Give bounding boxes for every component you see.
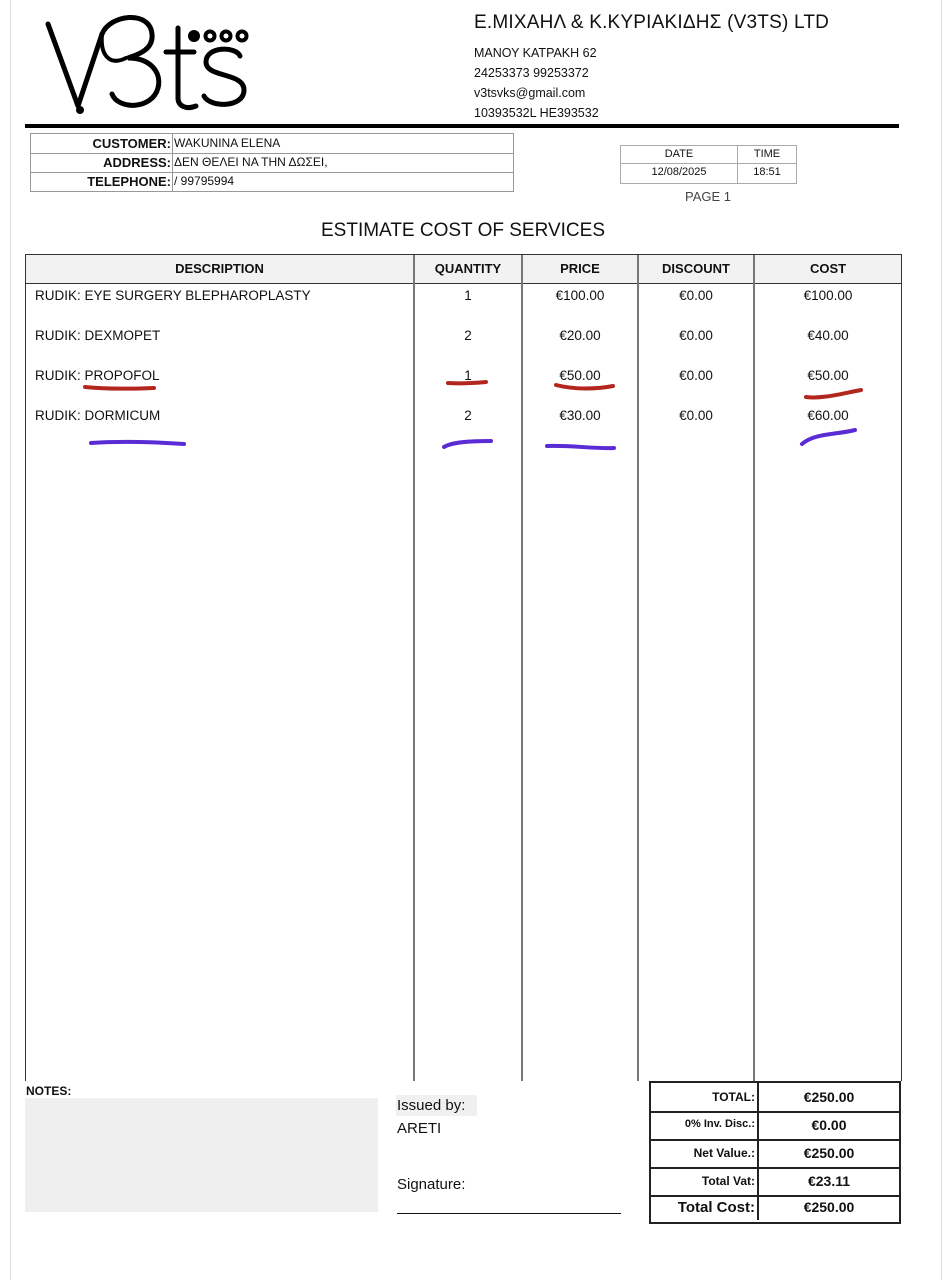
- net-value-value: €250.00: [803, 1145, 855, 1161]
- notes-box: [25, 1098, 378, 1212]
- header-price: PRICE: [560, 261, 600, 276]
- issued-by-label: Issued by:: [396, 1095, 477, 1116]
- row-1-discount: €0.00: [679, 288, 713, 303]
- row-2-price: €20.00: [559, 328, 601, 343]
- row-2-cost: €40.00: [807, 328, 849, 343]
- signature-label: Signature:: [397, 1176, 466, 1193]
- row-2-description: RUDIK: DEXMOPET: [35, 328, 161, 343]
- telephone-row: [31, 172, 513, 191]
- invoice-discount-value: €0.00: [811, 1117, 847, 1133]
- date-label: DATE: [664, 148, 694, 160]
- company-logo: [40, 6, 260, 121]
- total-vat-row: [651, 1167, 899, 1197]
- table-header: [26, 255, 901, 284]
- total-vat-label: Total Vat:: [701, 1174, 755, 1188]
- date-value: 12/08/2025: [651, 166, 707, 178]
- company-email: v3tsvks@gmail.com: [474, 86, 586, 100]
- header-quantity: QUANTITY: [434, 261, 502, 276]
- row-3-discount: €0.00: [679, 368, 713, 383]
- row-3-quantity: 1: [464, 368, 472, 383]
- page-number: PAGE 1: [685, 189, 732, 204]
- time-label: TIME: [753, 148, 781, 160]
- address-label: ADDRESS:: [103, 155, 171, 170]
- document-title: ESTIMATE COST OF SERVICES: [321, 220, 605, 241]
- total-value: €250.00: [803, 1089, 855, 1105]
- total-cost-label: Total Cost:: [677, 1199, 755, 1216]
- services-table: [25, 254, 902, 1081]
- customer-row: [31, 134, 513, 154]
- row-4-cost: €60.00: [807, 408, 849, 423]
- customer-value: WAKUNINA ELENA: [174, 136, 281, 150]
- invoice-discount-row: [651, 1111, 899, 1141]
- header-discount: DISCOUNT: [662, 261, 730, 276]
- row-1-cost: €100.00: [803, 288, 853, 303]
- issued-by-value: ARETI: [397, 1120, 442, 1137]
- page-edge-right: [941, 0, 942, 1280]
- total-cost-value: €250.00: [803, 1199, 855, 1215]
- company-phones: 24253373 99253372: [474, 66, 589, 80]
- company-registration: 10393532L HE393532: [474, 106, 599, 120]
- total-row: [651, 1083, 899, 1113]
- header-cost: COST: [809, 261, 847, 276]
- row-1-quantity: 1: [464, 288, 472, 303]
- row-3-description: RUDIK: PROPOFOL: [35, 368, 160, 383]
- header-description: DESCRIPTION: [175, 261, 264, 276]
- page-edge-left: [10, 0, 11, 1280]
- total-label: TOTAL:: [712, 1090, 755, 1104]
- date-time-box: [620, 145, 797, 184]
- signature-line: [397, 1213, 621, 1214]
- row-2-discount: €0.00: [679, 328, 713, 343]
- row-3-price: €50.00: [559, 368, 601, 383]
- customer-label: CUSTOMER:: [92, 136, 171, 151]
- header-divider: [25, 124, 899, 128]
- total-cost-row: [651, 1195, 899, 1220]
- company-name: Ε.ΜΙΧΑΗΛ & Κ.ΚΥΡΙΑΚΙΔΗΣ (V3TS) LTD: [474, 12, 830, 33]
- time-value: 18:51: [753, 166, 781, 178]
- row-3-cost: €50.00: [807, 368, 849, 383]
- row-4-discount: €0.00: [679, 408, 713, 423]
- totals-box: [649, 1081, 901, 1224]
- company-address: ΜΑΝΟΥ ΚΑΤΡΑΚΗ 62: [474, 46, 597, 60]
- row-1-price: €100.00: [555, 288, 605, 303]
- telephone-value: / 99795994: [174, 174, 235, 188]
- row-4-description: RUDIK: DORMICUM: [35, 408, 161, 423]
- customer-info-box: [30, 133, 514, 192]
- invoice-discount-label: 0% Inv. Disc.:: [684, 1118, 755, 1130]
- telephone-label: TELEPHONE:: [87, 174, 171, 189]
- row-2-quantity: 2: [464, 328, 472, 343]
- address-value: ΔΕΝ ΘΕΛΕΙ ΝΑ ΤΗΝ ΔΩΣΕΙ,: [174, 155, 328, 169]
- net-value-label: Net Value.:: [693, 1146, 755, 1160]
- notes-label: NOTES:: [26, 1084, 72, 1098]
- row-1-description: RUDIK: EYE SURGERY BLEPHAROPLASTY: [35, 288, 311, 303]
- total-vat-value: €23.11: [807, 1173, 851, 1189]
- net-value-row: [651, 1139, 899, 1169]
- row-4-price: €30.00: [559, 408, 601, 423]
- address-row: [31, 153, 513, 173]
- row-4-quantity: 2: [464, 408, 472, 423]
